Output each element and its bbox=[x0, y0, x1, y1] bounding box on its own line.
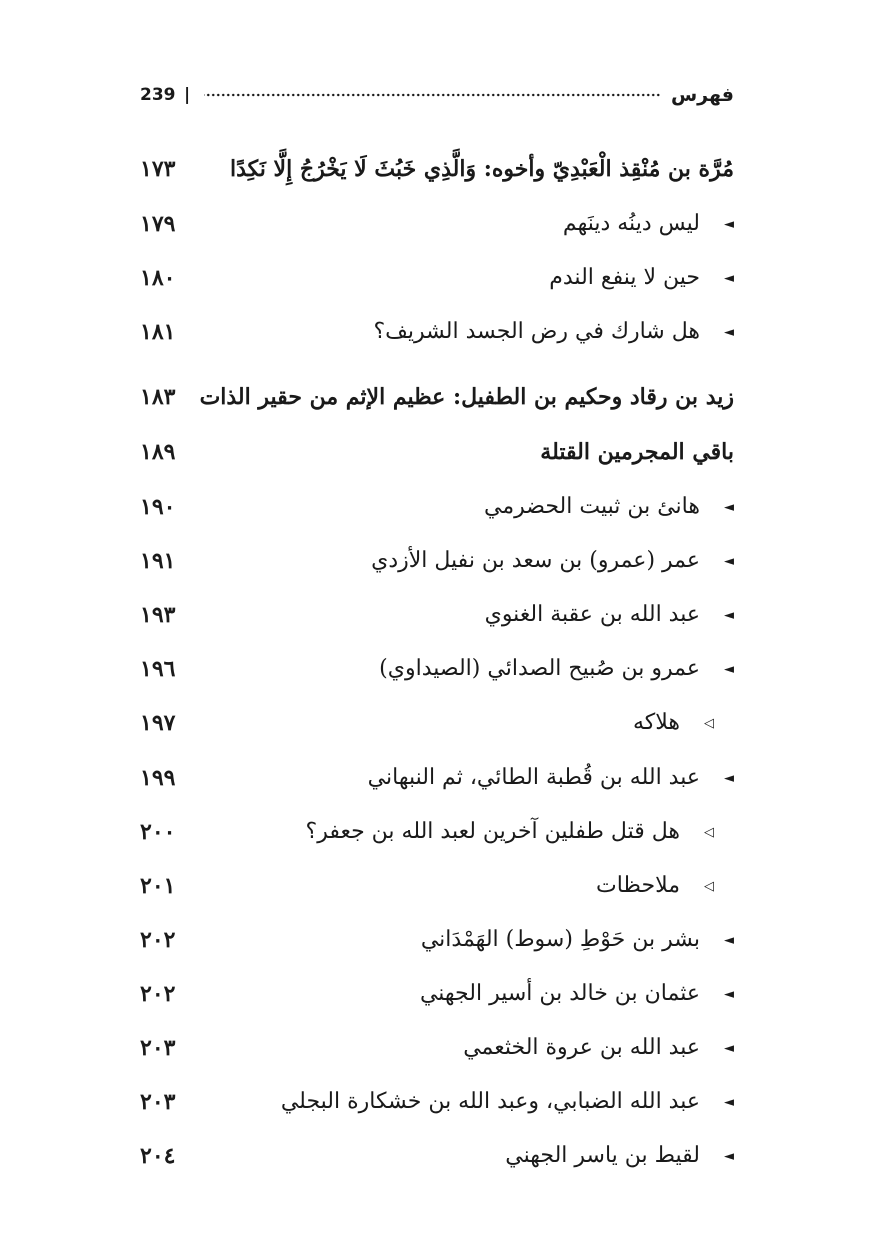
toc-page-number: ١٩٣ bbox=[140, 602, 176, 628]
filled-triangle-icon: ◄ bbox=[724, 499, 734, 515]
toc-entry[interactable] bbox=[140, 267, 734, 289]
leader-dots bbox=[183, 386, 191, 408]
toc-entry[interactable] bbox=[140, 929, 734, 951]
toc-entry[interactable] bbox=[140, 496, 734, 518]
header-title: فهرس bbox=[670, 84, 734, 106]
hollow-triangle-icon: ◁ bbox=[704, 878, 714, 894]
toc-entry-title: عبد الله الضبابي، وعبد الله بن خشكارة البجلي bbox=[280, 1089, 700, 1114]
leader-dots bbox=[183, 875, 588, 897]
toc-entry[interactable] bbox=[140, 550, 734, 572]
toc-entry[interactable] bbox=[140, 875, 734, 897]
toc-entry[interactable] bbox=[140, 821, 734, 843]
toc-entry-title: عبد الله بن قُطبة الطائي، ثم النبهاني bbox=[367, 765, 700, 790]
toc-entry[interactable] bbox=[140, 1037, 734, 1059]
toc-entry-title: باقي المجرمين القتلة bbox=[540, 439, 734, 465]
toc-entry-title: عبد الله بن عروة الخثعمي bbox=[463, 1035, 700, 1060]
toc-entry-title: ملاحظات bbox=[596, 873, 680, 898]
toc-entry[interactable] bbox=[140, 767, 734, 789]
header-leader-dots bbox=[204, 88, 661, 102]
toc-entry[interactable] bbox=[140, 604, 734, 626]
filled-triangle-icon: ◄ bbox=[724, 553, 734, 569]
page-number: 239 bbox=[140, 85, 176, 105]
toc-entry-title: حين لا ينفع الندم bbox=[549, 265, 700, 290]
toc-page-number: ٢٠٣ bbox=[140, 1089, 176, 1115]
filled-triangle-icon: ◄ bbox=[724, 932, 734, 948]
toc-page-number: ١٩١ bbox=[140, 548, 176, 574]
leader-dots bbox=[183, 712, 625, 734]
toc-entry[interactable] bbox=[140, 712, 734, 734]
toc-entry-title: هل قتل طفلين آخرين لعبد الله بن جعفر؟ bbox=[305, 819, 680, 844]
filled-triangle-icon: ◄ bbox=[724, 607, 734, 623]
leader-dots bbox=[183, 767, 359, 789]
toc-page-number: ١٨٣ bbox=[140, 384, 176, 410]
toc-entry[interactable] bbox=[140, 441, 734, 463]
toc-page-number: ١٨١ bbox=[140, 319, 176, 345]
toc-page-number: ١٧٣ bbox=[140, 156, 176, 182]
toc-page-number: ١٩٠ bbox=[140, 494, 176, 520]
filled-triangle-icon: ◄ bbox=[724, 661, 734, 677]
filled-triangle-icon: ◄ bbox=[724, 270, 734, 286]
leader-dots bbox=[183, 1145, 497, 1167]
hollow-triangle-icon: ◁ bbox=[704, 715, 714, 731]
toc-page-number: ٢٠٢ bbox=[140, 927, 176, 953]
toc-page-number: ٢٠٣ bbox=[140, 1035, 176, 1061]
leader-dots bbox=[179, 158, 226, 180]
toc-page-number: ٢٠١ bbox=[140, 873, 176, 899]
toc-entry[interactable] bbox=[140, 386, 734, 408]
toc-entry[interactable] bbox=[140, 1145, 734, 1167]
leader-dots bbox=[183, 1091, 272, 1113]
toc-page-number: ١٨٠ bbox=[140, 265, 176, 291]
toc-entry-title: ليس دينُه دينَهم bbox=[562, 211, 700, 236]
toc-entry-title: بشر بن حَوْطِ (سوط) الهَمْدَاني bbox=[420, 927, 700, 952]
toc-entry-title: مُرَّة بن مُنْقِذ الْعَبْدِيّ وأخوه: وَالَّذِي خَبُثَ لَا يَخْرُجُ إِلَّا نَكِدًا bbox=[229, 156, 734, 182]
toc-entry[interactable] bbox=[140, 658, 734, 680]
leader-dots bbox=[183, 929, 412, 951]
leader-dots bbox=[183, 1037, 455, 1059]
toc-page-number: ٢٠٤ bbox=[140, 1143, 176, 1169]
toc-page-number: ١٩٦ bbox=[140, 656, 176, 682]
toc-entry[interactable] bbox=[140, 321, 734, 343]
hollow-triangle-icon: ◁ bbox=[704, 824, 714, 840]
leader-dots bbox=[183, 550, 363, 572]
filled-triangle-icon: ◄ bbox=[724, 1040, 734, 1056]
leader-dots bbox=[183, 213, 554, 235]
header-separator: | bbox=[184, 85, 191, 105]
toc-entry[interactable] bbox=[140, 1091, 734, 1113]
filled-triangle-icon: ◄ bbox=[724, 770, 734, 786]
filled-triangle-icon: ◄ bbox=[724, 324, 734, 340]
toc-entry-title: هانئ بن ثبيت الحضرمي bbox=[484, 494, 700, 519]
toc-entry-title: هلاكه bbox=[633, 710, 680, 735]
toc-page-number: ٢٠٢ bbox=[140, 981, 176, 1007]
toc-entry[interactable] bbox=[140, 983, 734, 1005]
toc-entry-title: لقيط بن ياسر الجهني bbox=[505, 1143, 700, 1168]
toc-entry-title: عثمان بن خالد بن أسير الجهني bbox=[419, 981, 700, 1006]
toc-page-number: ١٨٩ bbox=[140, 439, 176, 465]
leader-dots bbox=[183, 267, 541, 289]
filled-triangle-icon: ◄ bbox=[724, 986, 734, 1002]
toc-entry[interactable] bbox=[140, 158, 734, 180]
toc-entry-title: زيد بن رقاد وحكيم بن الطفيل: عظيم الإثم من حقير الذات bbox=[199, 384, 734, 410]
toc-entry-title: هل شارك في رض الجسد الشريف؟ bbox=[373, 319, 700, 344]
toc-page-number: ٢٠٠ bbox=[140, 819, 176, 845]
toc-entry-title: عمرو بن صُبيح الصدائي (الصيداوي) bbox=[379, 656, 700, 681]
leader-dots bbox=[183, 604, 476, 626]
running-header bbox=[140, 78, 734, 112]
filled-triangle-icon: ◄ bbox=[724, 1094, 734, 1110]
toc-entry-title: عبد الله بن عقبة الغنوي bbox=[484, 602, 700, 627]
filled-triangle-icon: ◄ bbox=[724, 216, 734, 232]
toc-page-number: ١٧٩ bbox=[140, 211, 176, 237]
toc-page-number: ١٩٧ bbox=[140, 710, 176, 736]
leader-dots bbox=[183, 321, 365, 343]
leader-dots bbox=[183, 821, 297, 843]
filled-triangle-icon: ◄ bbox=[724, 1148, 734, 1164]
toc-entry[interactable] bbox=[140, 213, 734, 235]
leader-dots bbox=[183, 496, 476, 518]
toc-entry-title: عمر (عمرو) بن سعد بن نفيل الأزدي bbox=[371, 548, 700, 573]
leader-dots bbox=[183, 658, 371, 680]
toc-page-number: ١٩٩ bbox=[140, 765, 176, 791]
leader-dots bbox=[183, 441, 532, 463]
leader-dots bbox=[183, 983, 411, 1005]
